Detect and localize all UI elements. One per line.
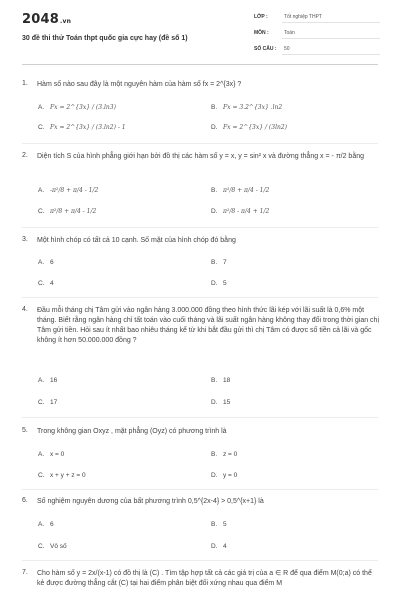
option-d[interactable]: D. y = 0 (211, 472, 238, 479)
subject-label: MÔN : (254, 30, 269, 36)
option-a[interactable]: A. 6 (38, 521, 54, 528)
option-c[interactable]: C. Vô số (38, 543, 67, 550)
option-b[interactable]: B. 7 (211, 259, 227, 266)
question-number: 5. (22, 427, 28, 434)
option-c[interactable]: C. π²/8 + π/4 - 1/2 (38, 208, 97, 215)
question-stem: Đầu mỗi tháng chị Tâm gửi vào ngân hàng 3.000.000 đồng theo hình thức lãi kép với lãi suất là 0,6% một tháng. Biết rằng ngân hàng chỉ tất toán vào cuối tháng và lãi suất ngân hàng không thay đổi trong thời gian chị Tâm gửi tiền. Hỏi sau ít nhất bao nhiêu tháng kể từ khi bắt đầu gửi thì chị Tâm có được số tiền cả lãi và gốc không ít hơn 50.000.000 đồng ? (37, 307, 380, 344)
question-6 (22, 497, 380, 507)
question-divider (22, 560, 378, 561)
option-a[interactable]: A. Fx = 2^{3x} / (3.ln3) (38, 104, 116, 111)
divider (282, 54, 380, 55)
class-value: Tốt nghiệp THPT (284, 14, 322, 20)
divider (282, 22, 380, 23)
header (0, 0, 400, 64)
option-c[interactable]: C. x + y + z = 0 (38, 472, 86, 479)
question-5 (22, 427, 380, 437)
question-divider (22, 227, 378, 228)
question-number: 7. (22, 569, 28, 576)
question-3 (22, 236, 380, 246)
header-divider (22, 64, 378, 65)
option-a[interactable]: A. 16 (38, 377, 58, 384)
question-stem: Trong không gian Oxyz , mặt phẳng (Oyz) có phương trình là (37, 428, 227, 435)
question-divider (22, 489, 378, 490)
question-2 (22, 152, 380, 162)
option-b[interactable]: B. Fx = 3.2^{3x} .ln2 (211, 104, 283, 111)
question-number: 1. (22, 80, 28, 87)
option-c[interactable]: C. 17 (38, 399, 58, 406)
option-d[interactable]: D. π²/8 - π/4 + 1/2 (211, 208, 270, 215)
question-stem: Một hình chóp có tất cả 10 cạnh. Số mặt của hình chóp đó bằng (37, 237, 236, 244)
question-divider (22, 417, 378, 418)
option-a[interactable]: A. x = 0 (38, 451, 65, 458)
site-logo[interactable]: 2048.vn (22, 12, 72, 27)
question-number: 6. (22, 497, 28, 504)
question-number: 4. (22, 306, 28, 313)
subject-value: Toán (284, 30, 295, 36)
option-d[interactable]: D. 5 (211, 280, 227, 287)
option-a[interactable]: A. 6 (38, 259, 54, 266)
page-title: 30 đề thi thử Toán thpt quốc gia cực hay (đề số 1) (22, 35, 188, 42)
question-stem: Cho hàm số y = 2x/(x-1) có đồ thị là (C) . Tìm tập hợp tất cả các giá trị của a ∈ R để qua điểm M(0;a) có thể kẻ được đường thẳng cắt (C) tại hai điểm phân biệt đối xứng nhau qua điểm M (37, 570, 372, 587)
option-d[interactable]: D. 4 (211, 543, 227, 550)
option-b[interactable]: B. z = 0 (211, 451, 238, 458)
option-c[interactable]: C. Fx = 2^{3x} / (3.ln2) - 1 (38, 124, 126, 131)
question-number: 3. (22, 236, 28, 243)
question-divider (22, 297, 378, 298)
divider (282, 38, 380, 39)
question-4 (22, 306, 380, 346)
option-b[interactable]: B. 18 (211, 377, 231, 384)
question-divider (22, 143, 378, 144)
option-b[interactable]: B. 5 (211, 521, 227, 528)
question-1 (22, 80, 380, 90)
option-a[interactable]: A. -π²/8 + π/4 - 1/2 (38, 187, 99, 194)
question-7 (22, 569, 380, 589)
class-label: LỚP : (254, 14, 268, 20)
question-stem: Hàm số nào sau đây là một nguyên hàm của hàm số fx = 2^{3x} ? (37, 81, 242, 88)
question-stem: Số nghiệm nguyên dương của bất phương trình 0,5^{2x-4} > 0,5^{x+1} là (37, 498, 264, 505)
count-label: SỐ CÂU : (254, 46, 277, 52)
option-c[interactable]: C. 4 (38, 280, 54, 287)
option-d[interactable]: D. 15 (211, 399, 231, 406)
option-b[interactable]: B. π²/8 + π/4 - 1/2 (211, 187, 270, 194)
question-number: 2. (22, 152, 28, 159)
count-value: 50 (284, 46, 290, 52)
question-stem: Diện tích S của hình phẳng giới hạn bởi đồ thị các hàm số y = x, y = sin² x và đường thẳng x = - π/2 bằng (37, 153, 364, 160)
option-d[interactable]: D. Fx = 2^{3x} / (3ln2) (211, 124, 288, 131)
